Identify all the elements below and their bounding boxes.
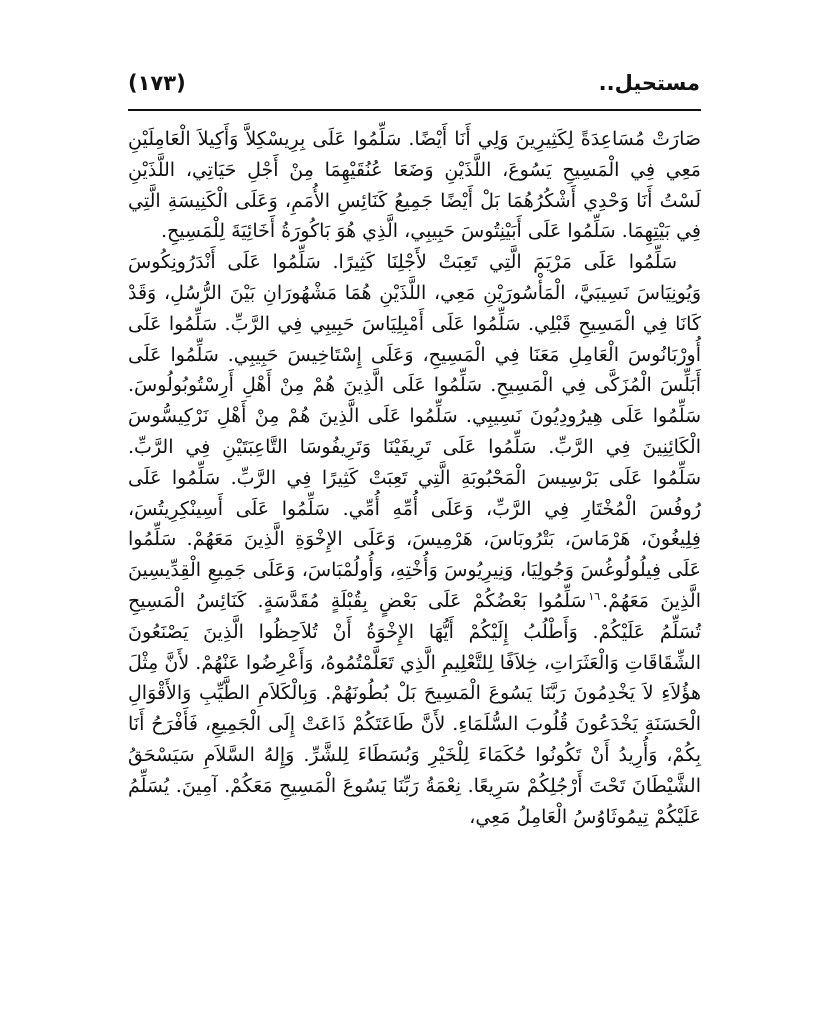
page-number: (١٧٣): [128, 71, 186, 95]
header-rule: [128, 109, 701, 111]
paragraph-2-text: سَلِّمُوا عَلَى مَرْيَمَ الَّتِي تَعِبَتْ لأَجْلِنَا كَثِيرًا. سَلِّمُوا عَلَى أَنْدَرُونِكُوسَ وَيُونِيَاسَ نَسِيبَيَّ، الْمَأْسُورَيْنِ مَعِي، اللَّذَيْنِ هُمَا مَشْهُورَانِ بَيْنَ الرُّسُلِ، وَقَدْ كَانَا فِي الْمَسِيحِ قَبْلِي. سَلِّمُوا عَلَى أَمْبِلِيَاسَ حَبِيبِي فِي الرَّبِّ. سَلِّمُوا عَلَى أُورْبَانُوسَ الْعَامِلِ مَعَنَا فِي الْمَسِيحِ، وَعَلَى إِسْتَاخِيسَ حَبِيبِي. سَلِّمُوا عَلَى أَبَلِّسَ الْمُزَكَّى فِي الْمَسِيحِ. سَلِّمُوا عَلَى الَّذِينَ هُمْ مِنْ أَهْلِ أَرِسْتُوبُولُوسَ. سَلِّمُوا عَلَى هِيرُودِيُونَ نَسِيبِي. سَلِّمُوا عَلَى الَّذِينَ هُمْ مِنْ أَهْلِ نَرْكِيسُّوسَ الْكَائِنِينَ فِي الرَّبِّ. سَلِّمُوا عَلَى تَرِيفَيْنَا وَتَرِيفُوسَا التَّاعِبَتَيْنِ فِي الرَّبِّ. سَلِّمُوا عَلَى بَرْسِيسَ الْمَحْبُوبَةِ الَّتِي تَعِبَتْ كَثِيرًا فِي الرَّبِّ. سَلِّمُوا عَلَى رُوفُسَ الْمُخْتَارِ فِي الرَّبِّ، وَعَلَى أُمِّهِ أُمِّي. سَلِّمُوا عَلَى أَسِينْكِرِيتُسَ، فِلِيغُونَ، هَرْمَاسَ، بَتْرُوبَاسَ، هَرْمِيسَ، وَعَلَى الإِخْوَةِ الَّذِينَ مَعَهُمْ. سَلِّمُوا عَلَى فِيلُولُوغُسَ وَجُولِيَا، وَنِيرِيُوسَ وَأُخْتِهِ، وَأُولُمْبَاسَ، وَعَلَى جَمِيعِ الْقِدِّيسِينَ الَّذِينَ مَعَهُمْ.: [128, 251, 701, 612]
running-title: مستحيل..: [598, 71, 700, 95]
paragraph-2-continuation: سَلِّمُوا بَعْضُكُمْ عَلَى بَعْضٍ بِقُبْلَةٍ مُقَدَّسَةٍ. كَنَائِسُ الْمَسِيحِ تُسَلِّمُ عَلَيْكُمْ. وَأَطْلُبُ إِلَيْكُمْ أَيُّهَا الإِخْوَةُ أَنْ تُلاَحِظُوا الَّذِينَ يَصْنَعُونَ الشِّقَاقَاتِ وَالْعَثَرَاتِ، خِلاَفًا لِلتَّعْلِيمِ الَّذِي تَعَلَّمْتُمُوهُ، وَأَعْرِضُوا عَنْهُمْ. لأَنَّ مِثْلَ هؤُلاَءِ لاَ يَخْدِمُونَ رَبَّنَا يَسُوعَ الْمَسِيحَ بَلْ بُطُونَهُمْ. وَبِالْكَلاَمِ الطَّيِّبِ وَالأَقْوَالِ الْحَسَنَةِ يَخْدَعُونَ قُلُوبَ السُّلَمَاءِ. لأَنَّ طَاعَتَكُمْ ذَاعَتْ إِلَى الْجَمِيعِ، فَأَفْرَحُ أَنَا بِكُمْ، وَأُرِيدُ أَنْ تَكُونُوا حُكَمَاءَ لِلْخَيْرِ وَبُسَطَاءَ لِلشَّرِّ. وَإِلهُ السَّلاَمِ سَيَسْحَقُ الشَّيْطَانَ تَحْتَ أَرْجُلِكُمْ سَرِيعًا. نِعْمَةُ رَبِّنَا يَسُوعَ الْمَسِيحِ مَعَكُمْ. آمِينَ. يُسَلِّمُ عَلَيْكُمْ تِيمُوثَاوُسُ الْعَامِلُ مَعِي،: [128, 589, 701, 828]
paragraph-2: [128, 247, 701, 832]
paragraph-1: صَارَتْ مُسَاعِدَةً لِكَثِيرِينَ وَلِي أَنَا أَيْضًا. سَلِّمُوا عَلَى بِرِيسْكِلاَّ وَأَكِيلاَ الْعَامِلَيْنِ مَعِي فِي الْمَسِيحِ يَسُوعَ، اللَّذَيْنِ وَضَعَا عُنُقَيْهِمَا مِنْ أَجْلِ حَيَاتِي، اللَّذَيْنِ لَسْتُ أَنَا وَحْدِي أَشْكُرُهُمَا بَلْ أَيْضًا جَمِيعُ كَنَائِسِ الأُمَمِ، وَعَلَى الْكَنِيسَةِ الَّتِي فِي بَيْتِهِمَا. سَلِّمُوا عَلَى أَبَيْنِتُوسَ حَبِيبِي، الَّذِي هُوَ بَاكُورَةُ أَخَائِيَةَ لِلْمَسِيحِ.: [128, 128, 701, 243]
verse-marker: ١٦: [588, 589, 601, 603]
body-text: [128, 124, 701, 832]
page-header: [128, 66, 700, 100]
